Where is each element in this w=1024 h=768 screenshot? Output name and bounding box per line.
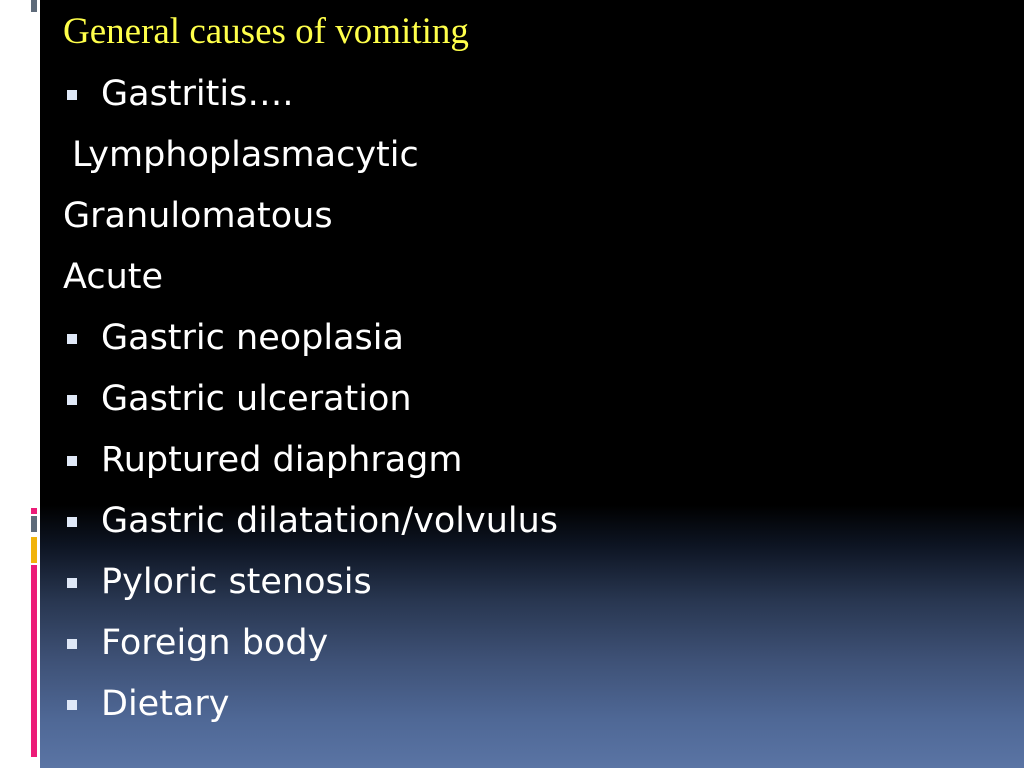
list-item-text: Gastric neoplasia	[101, 318, 404, 358]
list-item-text: Granulomatous	[63, 196, 333, 236]
list-item-text: Lymphoplasmacytic	[72, 135, 419, 175]
list-item-text: Dietary	[101, 684, 230, 724]
accent-bar-pink-small	[31, 508, 37, 514]
accent-bar-gold	[31, 537, 37, 563]
square-bullet-icon	[67, 90, 77, 100]
square-bullet-icon	[67, 517, 77, 527]
list-item-text: Acute	[63, 257, 164, 297]
square-bullet-icon	[67, 334, 77, 344]
list-item-text: Foreign body	[101, 623, 329, 663]
accent-bar-slate	[31, 516, 37, 532]
list-item-text: Gastric ulceration	[101, 379, 412, 419]
square-bullet-icon	[67, 578, 77, 588]
list-item-text: Ruptured diaphragm	[101, 440, 463, 480]
accent-bar-slate-top	[31, 0, 37, 12]
square-bullet-icon	[67, 456, 77, 466]
square-bullet-icon	[67, 700, 77, 710]
slide-title: General causes of vomiting	[63, 11, 469, 52]
list-item-text: Pyloric stenosis	[101, 562, 372, 602]
list-item-text: Gastric dilatation/volvulus	[101, 501, 559, 541]
list-item-text: Gastritis….	[101, 74, 294, 114]
accent-bar-pink	[31, 565, 37, 757]
left-accent-strip	[0, 0, 40, 768]
square-bullet-icon	[67, 639, 77, 649]
square-bullet-icon	[67, 395, 77, 405]
